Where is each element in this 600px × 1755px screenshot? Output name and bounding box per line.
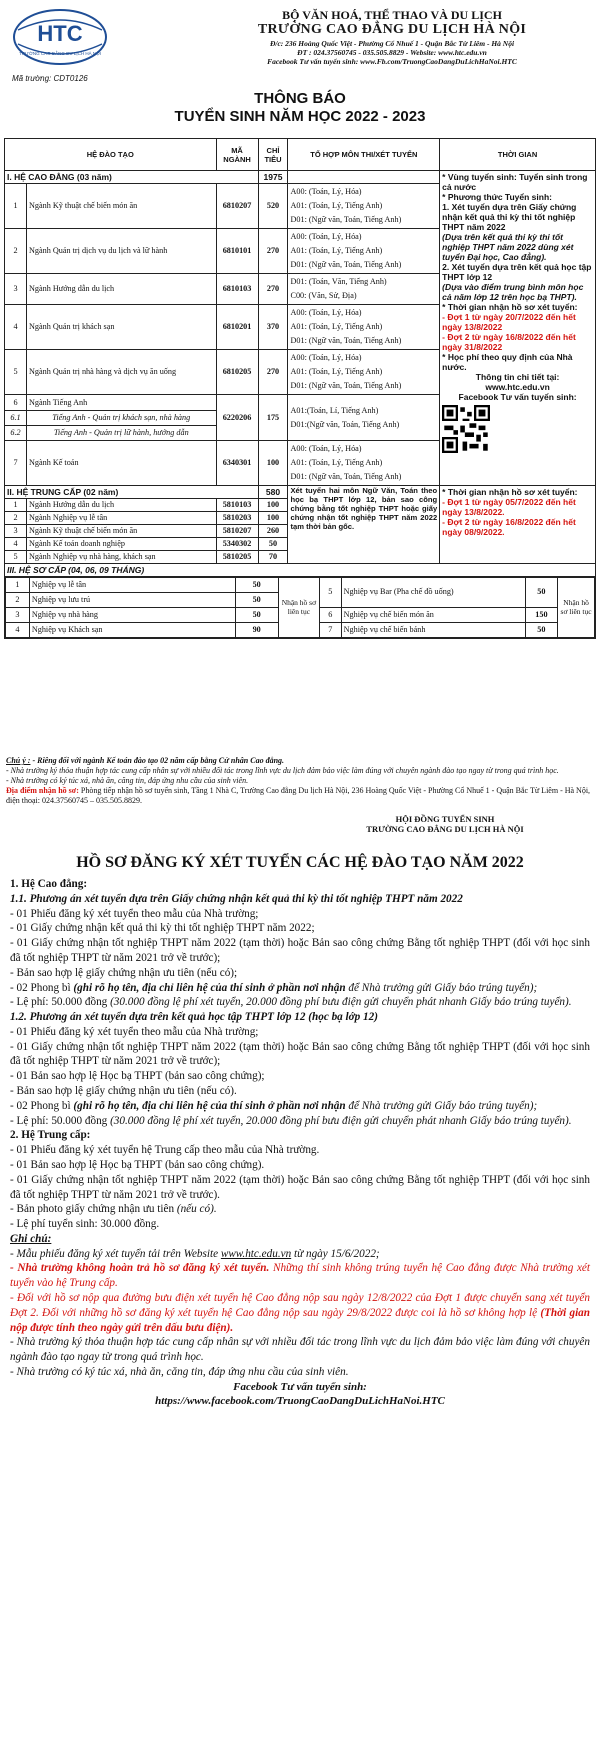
program-quota: 270 [258,350,288,395]
notes-block: Chú ý : - Riêng đối với ngành Kế toán đào tạo 02 năm cấp bằng Cử nhân Cao đẳng. - Nhà trường ký thỏa thuận hợp tác cung cấp nhân sự với nhiều đối tác trong lĩnh vực du lịch đảm bảo việc làm đúng với chuyên ngành đào tạo ngay từ trong quá trình học. - Nhà trường có ký túc xá, nhà ăn, căng tin, đáp ứng nhu cầu của sinh viên. Địa điểm nhận hồ sơ: Phòng tiếp nhận hồ sơ tuyển sinh, Tầng 1 Nhà C, Trường Cao đẳng Du lịch Hà Nội, 236 Hoàng Quốc Việt - Phường Cổ Nhuế 1 - Quận Bắc Từ Liêm - Hà Nội, điện thoại: 024.37560745 – 035.505.8829. [6,756,591,805]
method-1-note: (Dựa trên kết quả thi kỳ thi tốt nghiệp THPT năm 2022 dùng xét tuyển Đại học, Cao đẳng). [442,232,574,263]
logo-subtext: TRƯỜNG CAO ĐẲNG DU LỊCH HÀ NỘI [19,51,101,56]
doc-title: HỒ SƠ ĐĂNG KÝ XÉT TUYỂN CÁC HỆ ĐÀO TẠO NĂM 2022 [76,854,524,871]
program-code: 6810207 [216,184,258,229]
list-item: - Lệ phí: 50.000 đồng (30.000 đồng lệ phí xét tuyển, 20.000 đồng phí bưu điện gửi chuyển phát nhanh Giấy báo trúng tuyển). [10,1114,572,1127]
list-item: - Nhà trường không hoàn trả hồ sơ đăng ký xét tuyển. Những thí sinh không trúng tuyển hệ Cao đẳng được Nhà trường xét tuyển vào hệ Trung cấp. [10,1262,590,1290]
admission-table [4,138,596,639]
list-item: - Nhà trường có ký túc xá, nhà ăn, căng tin, đáp ứng nhu cầu của sinh viên. [10,1365,349,1378]
method-1: 1. Xét tuyển dựa trên Giấy chứng nhận kết quả thi kỳ thi tốt nghiệp THPT năm 2022 [442,202,577,233]
list-item: - Mẫu phiếu đăng ký xét tuyển tải trên Website www.htc.edu.vn từ ngày 15/6/2022; [10,1247,380,1260]
program-name: Ngành Quản trị khách sạn [26,305,216,350]
council-signature: HỘI ĐỒNG TUYỂN SINH TRƯỜNG CAO ĐẲNG DU LỊCH HÀ NỘI [366,814,524,835]
program-sub-name: Tiếng Anh - Quản trị lữ hành, hướng dẫn [26,426,216,441]
program-name: Ngành Hướng dẫn du lịch [26,274,216,305]
school-code: Mã trường: CDT0126 [12,74,88,83]
section-title: I. HỆ CAO ĐẲNG (03 năm) [5,171,259,184]
deadline-round-2: - Đợt 2 từ ngày 16/8/2022 đến hết ngày 31/8/2022 [442,332,576,353]
intermediate-combo: Xét tuyển hai môn Ngữ Văn, Toán theo học bạ THPT lớp 12, bản sao công chứng bằng tốt nghiệp THPT hoặc giấy chứng nhận tốt nghiệp THPT năm 2022 tạm thời bản gốc. [288,486,440,563]
footer-facebook-label: Facebook Tư vấn tuyển sinh: [233,1380,367,1393]
website-link[interactable]: www.htc.edu.vn [485,382,550,393]
section-intermediate [5,486,596,499]
table-row: 5 Ngành Quản trị nhà hàng và dịch vụ ăn uống 6810205 270 A00: (Toán, Lý, Hóa) A01: (Toán, Lý, Tiếng Anh) D01: (Ngữ văn, Toán, Tiếng Anh) [5,350,596,395]
program-combos: A00: (Toán, Lý, Hóa) A01: (Toán, Lý, Tiếng Anh) D01: (Ngữ văn, Toán, Tiếng Anh) [288,305,440,350]
header [0,0,600,125]
table-row: 3 Ngành Hướng dẫn du lịch 6810103 270 D01: (Toán, Văn, Tiếng Anh) C00: (Văn, Sử, Địa) [5,274,596,305]
deadline-title: * Thời gian nhận hồ sơ xét tuyển: [442,302,578,313]
table-row: 1 Ngành Kỹ thuật chế biến món ăn 6810207 520 A00: (Toán, Lý, Hóa) A01: (Toán, Lý, Tiếng Anh) D01: (Ngữ văn, Toán, Tiếng Anh) [5,184,596,229]
list-item: - Bản sao hợp lệ giấy chứng nhận ưu tiên (nếu có). [10,1085,237,1098]
deadline-round-1: - Đợt 1 từ ngày 05/7/2022 đến hết ngày 13/8/2022. [442,497,576,518]
notes-label: Chú ý : [6,756,31,765]
elementary-block [5,576,596,638]
notice-subtitle: TUYỂN SINH NĂM HỌC 2022 - 2023 [174,108,426,125]
elementary-table: 1 Nghiệp vụ lễ tân 50 Nhận hồ sơ liên tục 5 Nghiệp vụ Bar (Pha chế đồ uống) 50 Nhận hồ sơ liên tục 2 Nghiệp vụ lưu trú 50 3 Nghiệp vụ nhà hàng 50 6 Nghiệp vụ chế biến món ăn 150 4 Nghiệp vụ Khách sạn 90 7 Nghiệp vụ chế biến bánh 50 [5,577,595,638]
program-combos: A01:(Toán, Lí, Tiếng Anh) D01:(Ngữ văn, Toán, Tiếng Anh) [288,395,440,441]
list-item: - 02 Phong bì (ghi rõ họ tên, địa chỉ liên hệ của thí sinh ở phần nơi nhận để Nhà trường gửi Giấy báo trúng tuyển); [10,981,538,994]
program-sub-name: Tiếng Anh - Quản trị khách sạn, nhà hàng [26,411,216,426]
list-item: - 02 Phong bì (ghi rõ họ tên, địa chỉ liên hệ của thí sinh ở phần nơi nhận để Nhà trường gửi Giấy báo trúng tuyển); [10,1099,538,1112]
program-name: Ngành Kế toán [26,441,216,486]
school-address: Đ/c: 236 Hoàng Quốc Việt - Phường Cổ Nhuế 1 - Quận Bắc Từ Liêm - Hà Nội [269,39,515,49]
program-code: 6220206 [216,395,258,441]
application-requirements [10,852,590,1409]
table-row: 3 Ngành Kỹ thuật chế biến món ăn 5810207 260 [5,525,596,538]
program-combos: D01: (Toán, Văn, Tiếng Anh) C00: (Văn, Sử, Địa) [288,274,440,305]
table-row: 2 Ngành Quản trị dịch vụ du lịch và lữ hành 6810101 270 A00: (Toán, Lý, Hóa) A01: (Toán, Lý, Tiếng Anh) D01: (Ngữ văn, Toán, Tiếng Anh) [5,229,596,274]
college-time-cell [440,171,596,486]
table-row: 4 Ngành Kế toán doanh nghiệp 5340302 50 [5,537,596,550]
list-item: - 01 Bản sao hợp lệ Học bạ THPT (bản sao công chứng); [10,1070,265,1083]
heading-method-2: 1.2. Phương án xét tuyển dựa trên kết quả học tập THPT lớp 12 (học bạ lớp 12) [10,1011,378,1024]
htc-logo [12,8,108,66]
intermediate-time-cell: * Thời gian nhận hồ sơ xét tuyển: - Đợt 1 từ ngày 05/7/2022 đến hết ngày 13/8/2022. - Đợt 2 từ ngày 16/8/2022 đến hết ngày 08/9/2022. [440,486,596,563]
section-elementary [5,563,596,576]
table-row: 2 Ngành Nghiệp vụ lễ tân 5810203 100 [5,512,596,525]
list-item: - Đối với hồ sơ nộp qua đường bưu điện xét tuyển hệ Cao đẳng nộp sau ngày 12/8/2022 của Đợt 1 được chuyển sang xét tuyển Đợt 2. Đối với những hồ sơ đăng ký xét tuyển hệ Cao đẳng nộp sau ngày 29/8/2022 được coi là hồ sơ không hợp lệ (Thời gian nộp được tính theo ngày gửi trên dấu bưu điện). [10,1291,590,1334]
program-combos: A00: (Toán, Lý, Hóa) A01: (Toán, Lý, Tiếng Anh) D01: (Ngữ văn, Toán, Tiếng Anh) [288,184,440,229]
school-facebook: Facebook Tư vấn tuyển sinh: www.Fb.com/TruongCaoDangDuLichHaNoi.HTC [267,57,517,67]
table-row: 1 Ngành Hướng dẫn du lịch 5810103 100 [5,499,596,512]
ministry-name: BỘ VĂN HOÁ, THỂ THAO VÀ DU LỊCH [282,8,502,22]
program-code: 6810103 [216,274,258,305]
table-row: 4 Ngành Quản trị khách sạn 6810201 370 A00: (Toán, Lý, Hóa) A01: (Toán, Lý, Tiếng Anh) D01: (Ngữ văn, Toán, Tiếng Anh) [5,305,596,350]
program-quota: 270 [258,229,288,274]
list-item: - 01 Giấy chứng nhận tốt nghiệp THPT năm 2022 (tạm thời) hoặc Bản sao công chứng Bằng tốt nghiệp THPT (đối với học sinh đã tốt nghiệp THPT từ năm 2021 trở về trước); [10,937,590,965]
list-item: - 01 Giấy chứng nhận tốt nghiệp THPT năm 2022 (tạm thời) hoặc Bản sao công chứng Bằng tốt nghiệp THPT (đối với học sinh đã tốt nghiệp THPT từ năm 2021 trở về trước). [10,1173,590,1201]
section-total: 580 [258,486,288,499]
program-name: Ngành Tiếng Anh [26,395,216,411]
list-item: - Lệ phí: 50.000 đồng (30.000 đồng lệ phí xét tuyển, 20.000 đồng phí bưu điện gửi chuyển phát nhanh Giấy báo trúng tuyển). [10,996,572,1009]
table-row: 7 Ngành Kế toán 6340301 100 A00: (Toán, Lý, Hóa) A01: (Toán, Lý, Tiếng Anh) D01: (Ngữ văn, Toán, Tiếng Anh) [5,441,596,486]
school-name: TRƯỜNG CAO ĐẲNG DU LỊCH HÀ NỘI [257,22,527,38]
program-name: Ngành Quản trị dịch vụ du lịch và lữ hành [26,229,216,274]
col-header-program: HỆ ĐÀO TẠO [5,139,217,171]
program-code: 6810205 [216,350,258,395]
address-text: Phòng tiếp nhận hồ sơ tuyển sinh, Tầng 1 Nhà C, Trường Cao đẳng Du lịch Hà Nội, 236 Hoàng Quốc Việt - Phường Cổ Nhuế 1 - Quận Bắc Từ Liêm - Hà Nội, điện thoại: 024.37560745 – 035.505.8829. [6,786,591,805]
col-header-combos: TỔ HỢP MÔN THI/XÉT TUYỂN [288,139,440,171]
table-row: 6.1 Tiếng Anh - Quản trị khách sạn, nhà hàng [5,411,596,426]
method-2: 2. Xét tuyển dựa trên kết quả học tập THPT lớp 12 [442,262,592,283]
organization-block [192,8,592,66]
list-item: - Lệ phí tuyển sinh: 30.000 đồng. [10,1218,160,1231]
heading-method-1: 1.1. Phương án xét tuyển dựa trên Giấy chứng nhận kết quả thi kỳ thi tốt nghiệp THPT năm 2022 [10,892,463,905]
region-text: * Vùng tuyển sinh: Tuyển sinh trong cả nước [442,172,588,193]
list-item: - Bản photo giấy chứng nhận ưu tiên (nếu có). [10,1203,217,1216]
table-header-row [5,139,596,171]
school-contact: ĐT : 024.37560745 - 035.505.8829 - Website: www.htc.edu.vn [297,48,487,58]
list-item: - 01 Giấy chứng nhận tốt nghiệp THPT năm 2022 (tạm thời) hoặc Bản sao công chứng Bằng tốt nghiệp THPT (đối với học sinh đã tốt nghiệp THPT từ năm 2021 trở về trước); [10,1040,590,1068]
notice-title: THÔNG BÁO [254,90,346,107]
section-college [5,171,596,184]
facebook-label: Facebook Tư vấn tuyển sinh: [458,392,577,403]
program-code: 6340301 [216,441,258,486]
section-title: II. HỆ TRUNG CẤP (02 năm) [5,486,259,499]
section-total: 1975 [258,171,288,184]
list-item: - 01 Phiếu đăng ký xét tuyển hệ Trung cấp theo mẫu của Nhà trường. [10,1144,320,1157]
program-quota: 175 [258,395,288,441]
program-quota: 100 [258,441,288,486]
col-header-quota: CHỈ TIÊU [258,139,288,171]
deadline-round-1: - Đợt 1 từ ngày 20/7/2022 đến hết ngày 13/8/2022 [442,312,576,333]
list-item: - Bản sao hợp lệ giấy chứng nhận ưu tiên (nếu có); [10,966,238,979]
list-item: - 01 Phiếu đăng ký xét tuyển theo mẫu của Nhà trường; [10,1025,259,1038]
table-row: 6.2 Tiếng Anh - Quản trị lữ hành, hướng dẫn [5,426,596,441]
program-quota: 520 [258,184,288,229]
qr-code-icon[interactable] [442,405,490,453]
program-name: Ngành Quản trị nhà hàng và dịch vụ ăn uống [26,350,216,395]
program-name: Ngành Kỹ thuật chế biến món ăn [26,184,216,229]
method-2-note: (Dựa vào điểm trung bình môn học cả năm lớp 12 trên học bạ THPT). [442,282,584,303]
program-combos: A00: (Toán, Lý, Hóa) A01: (Toán, Lý, Tiếng Anh) D01: (Ngữ văn, Toán, Tiếng Anh) [288,350,440,395]
footer-facebook-link[interactable]: https://www.facebook.com/TruongCaoDangDuLichHaNoi.HTC [155,1395,445,1408]
program-code: 6810101 [216,229,258,274]
program-combos: A00: (Toán, Lý, Hóa) A01: (Toán, Lý, Tiếng Anh) D01: (Ngữ văn, Toán, Tiếng Anh) [288,441,440,486]
list-item: - 01 Giấy chứng nhận kết quả thi kỳ thi tốt nghiệp THPT năm 2022; [10,922,315,935]
col-header-time: THỜI GIAN [440,139,596,171]
deadline-round-2: - Đợt 2 từ ngày 16/8/2022 đến hết ngày 08/9/2022. [442,517,576,538]
program-quota: 270 [258,274,288,305]
program-quota: 370 [258,305,288,350]
method-title: * Phương thức Tuyển sinh: [442,192,552,203]
notice-title-block [0,90,600,126]
list-item: - Nhà trường ký thỏa thuận hợp tác cung cấp nhân sự với nhiều đối tác trong lĩnh vực du lịch đảm bảo việc làm đúng với chuyên ngành đào tạo ngay từ trong quá trình học. [10,1336,590,1364]
address-label: Địa điểm nhận hồ sơ: [6,786,79,795]
table-row: 5 Ngành Nghiệp vụ nhà hàng, khách sạn 5810205 70 [5,550,596,563]
note-label: Ghi chú: [10,1232,52,1245]
col-header-code: MÃ NGÀNH [216,139,258,171]
elementary-note-left: Nhận hồ sơ liên tục [278,577,319,637]
logo-text: HTC [37,21,83,46]
table-row: 6 Ngành Tiếng Anh 6220206 175 A01:(Toán, Lí, Tiếng Anh) D01:(Ngữ văn, Toán, Tiếng Anh) [5,395,596,411]
program-combos: A00: (Toán, Lý, Hóa) A01: (Toán, Lý, Tiếng Anh) D01: (Ngữ văn, Toán, Tiếng Anh) [288,229,440,274]
program-code: 6810201 [216,305,258,350]
heading-intermediate: 2. Hệ Trung cấp: [10,1129,91,1142]
heading-college: 1. Hệ Cao đẳng: [10,878,88,891]
elementary-note-right: Nhận hồ sơ liên tục [558,577,595,637]
list-item: - 01 Bản sao hợp lệ Học bạ THPT (bản sao công chứng). [10,1158,265,1171]
detail-label: Thông tin chi tiết tại: [475,372,560,383]
list-item: - 01 Phiếu đăng ký xét tuyển theo mẫu của Nhà trường; [10,907,259,920]
section-title: III. HỆ SƠ CẤP (04, 06, 09 THÁNG) [5,563,596,576]
website-link[interactable]: www.htc.edu.vn [220,1247,292,1260]
tuition-note: * Học phí theo quy định của Nhà nước. [442,352,573,373]
